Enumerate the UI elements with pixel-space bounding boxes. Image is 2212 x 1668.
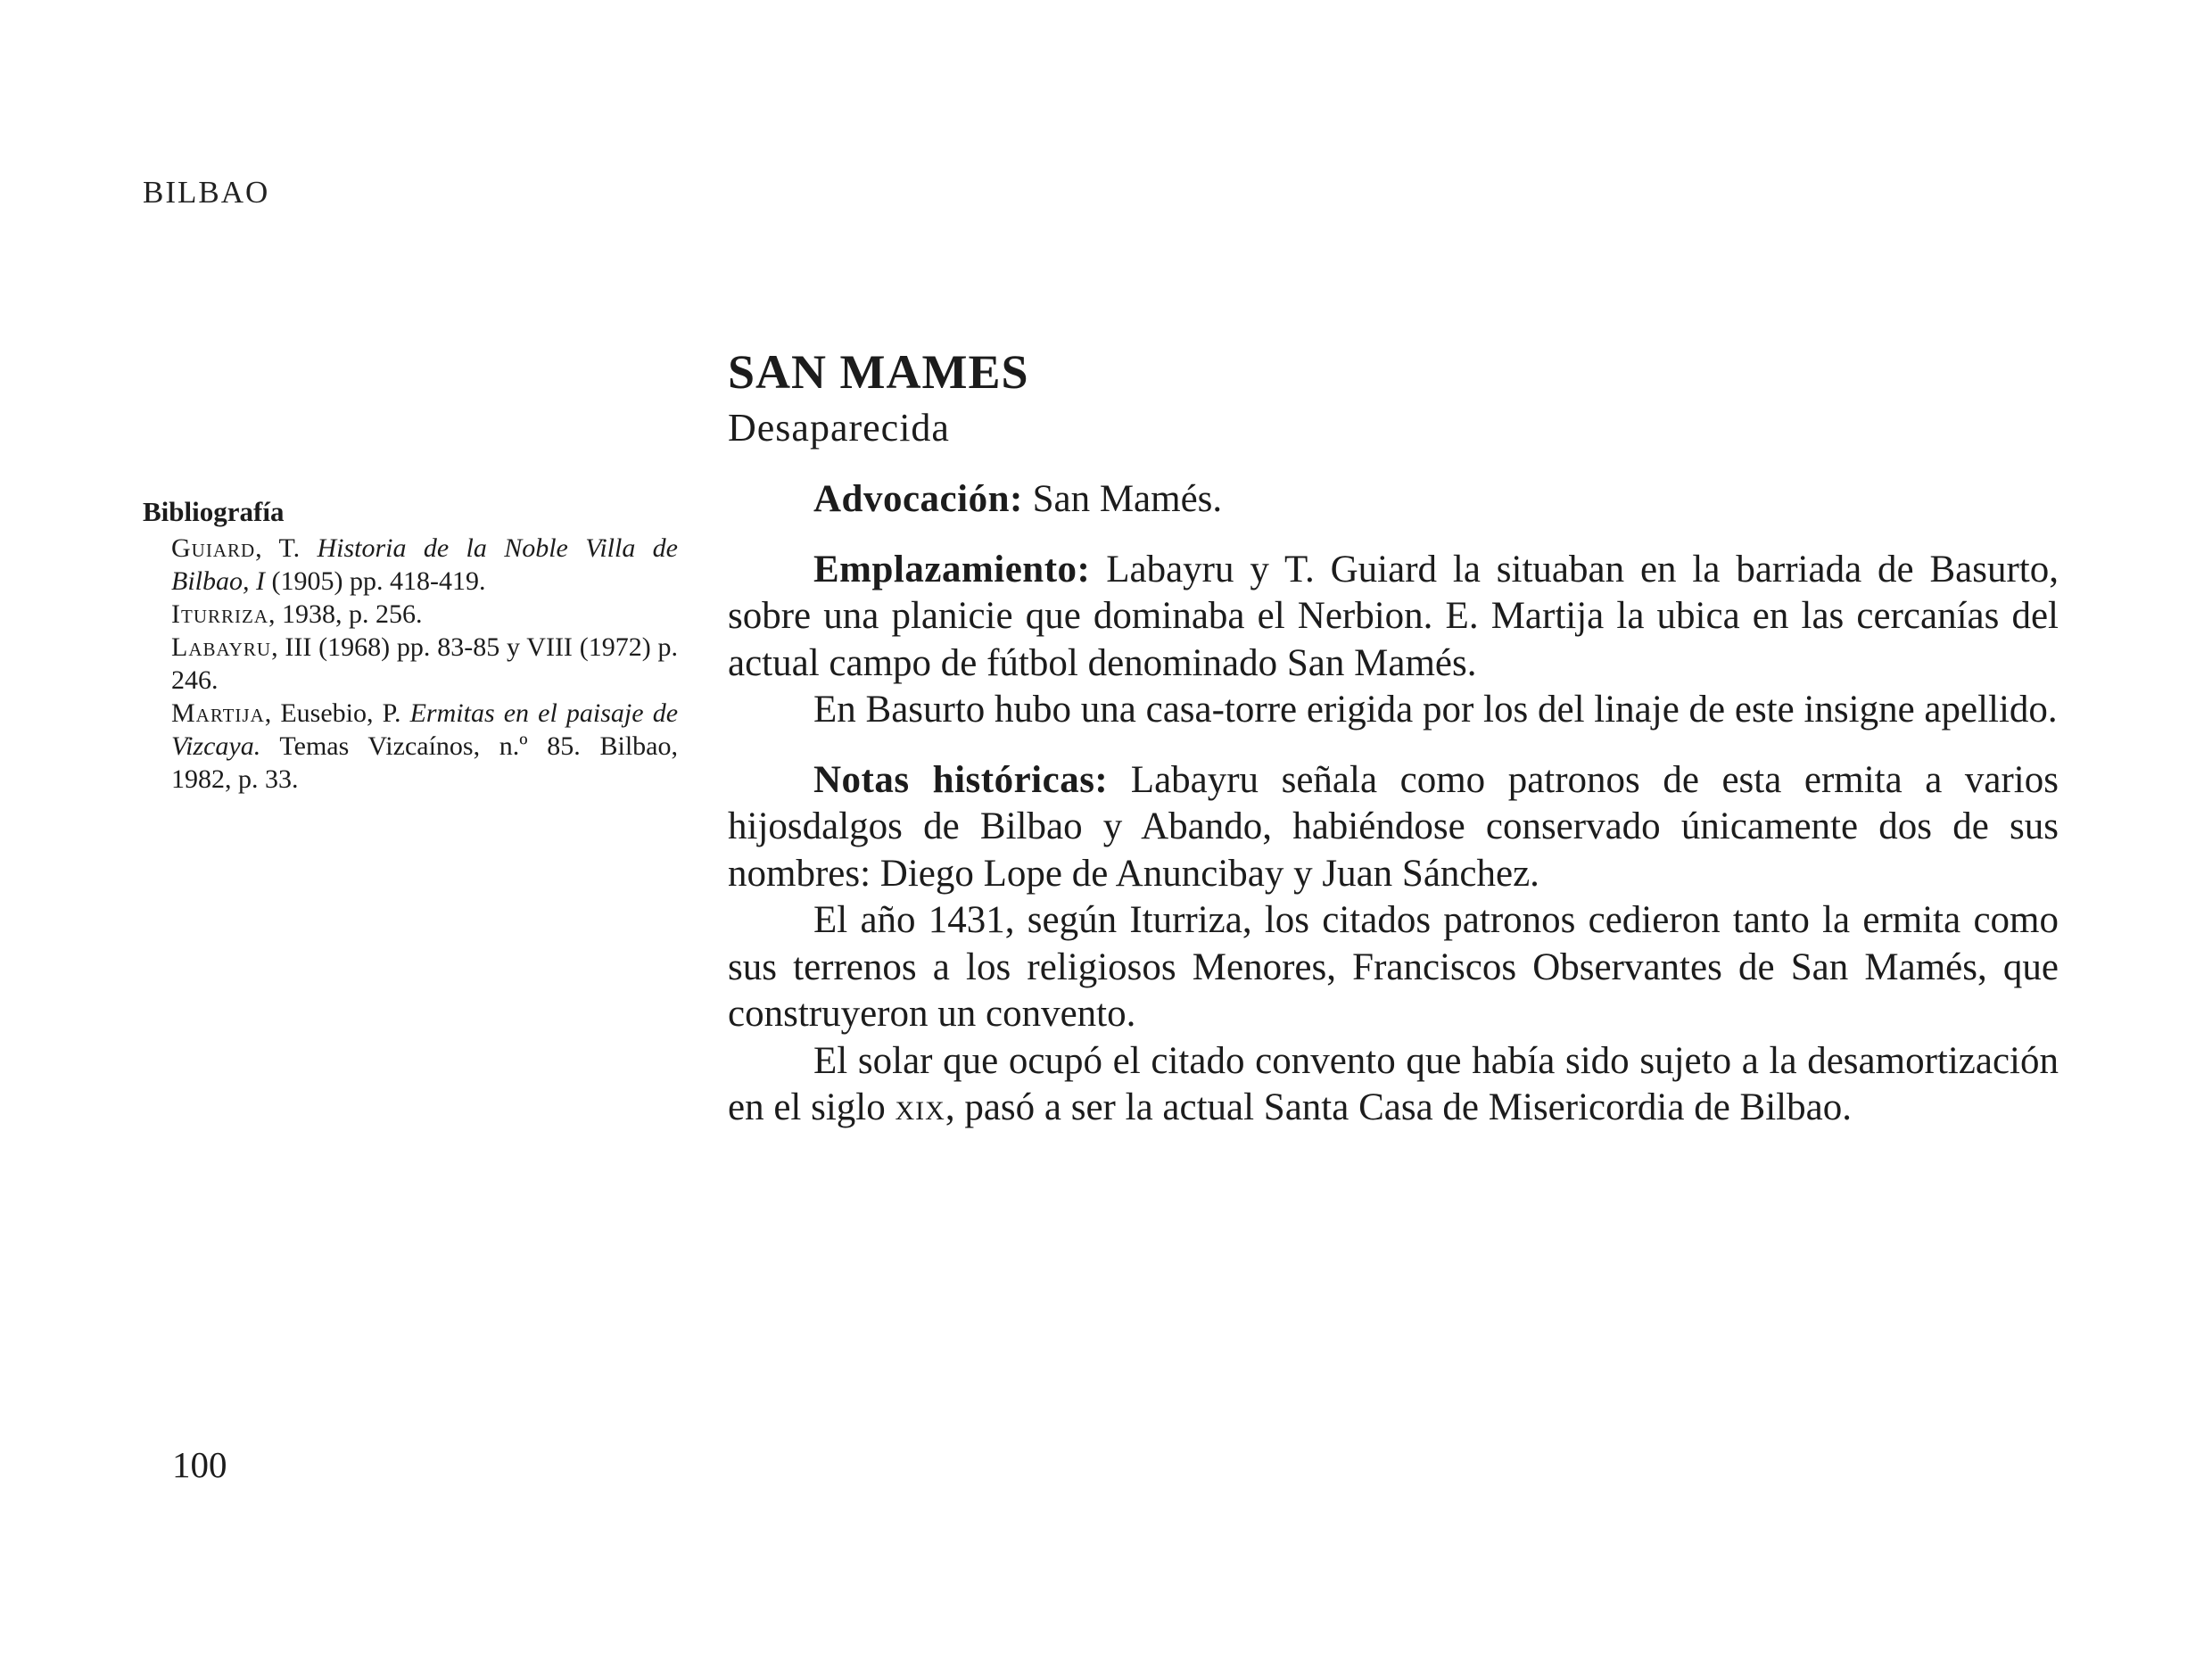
emplazamiento-paragraph-2: En Basurto hubo una casa-torre erigida por los del linaje de este insigne apellido. (813, 689, 2058, 731)
advocacion-text: San Mamés. (1022, 478, 1223, 520)
notas-text: Labayru señala como patronos de esta ermita a varios hijosdalgos de Bilbao y Abando, habiéndose conservado únicamente dos de sus nombres: Diego Lope de Anuncibay y Juan Sánchez. (728, 758, 2059, 895)
advocacion-paragraph (728, 476, 2059, 524)
notas-paragraph-2: El año 1431, según Iturriza, los citados patronos cedieron tanto la ermita como sus terrenos a los religiosos Menores, Franciscos Observantes de San Mamés, que construyeron un convento. (728, 899, 2059, 1035)
page-number: 100 (172, 1444, 227, 1485)
page-subtitle: Desaparecida (728, 406, 950, 450)
bibliography-entry (171, 631, 678, 697)
bibliography (143, 494, 678, 796)
bib-text: Temas Vizcaínos, n.º 85. Bilbao, 1982, p. 33. (171, 731, 678, 794)
notas-label: Notas históricas: (813, 758, 1109, 801)
notas-p3-after: , pasó a ser la actual Santa Casa de Misericordia de Bilbao. (945, 1086, 1852, 1128)
emplazamiento-paragraph (728, 547, 2059, 688)
bib-author: Guiard (171, 533, 256, 563)
advocacion-label: Advocación: (813, 478, 1023, 520)
bibliography-entry (171, 532, 678, 598)
bib-text: (1905) pp. 418-419. (265, 566, 486, 596)
bibliography-entry (171, 697, 678, 796)
notas-p3-before: El solar que ocupó el citado convento que había sido sujeto a la desamortización en el siglo (728, 1039, 2059, 1128)
emplazamiento-text: Labayru y T. Guiard la situaban en la barriada de Basurto, sobre una planicie que dominaba el Nerbion. E. Martija la ubica en las cercanías del actual campo de fútbol denominado San Mamés. (728, 548, 2059, 684)
bibliography-list (143, 532, 678, 796)
century-numeral: xix (895, 1086, 945, 1128)
bibliography-heading: Bibliografía (143, 496, 285, 527)
main-text (728, 476, 2059, 1132)
bib-text: , III (1968) pp. 83-85 y VIII (1972) p. 246. (171, 632, 678, 695)
bib-title: Ermitas en el paisaje de Vizcaya. (171, 698, 679, 761)
bib-author: Martija (171, 698, 265, 728)
bib-author: Labayru (171, 632, 272, 662)
bib-title: Historia de la Noble Villa de Bilbao, I (171, 533, 678, 596)
bib-text: , T. (255, 533, 318, 563)
emplazamiento-label: Emplazamiento: (813, 548, 1091, 590)
bib-text: , Eusebio, P. (264, 698, 410, 728)
bibliography-entry (171, 598, 678, 631)
notas-paragraph-3 (728, 1038, 2059, 1132)
running-head: BILBAO (143, 175, 270, 210)
bib-author: Iturriza (171, 599, 268, 629)
notas-paragraph (728, 757, 2059, 898)
bib-text: , 1938, p. 256. (268, 599, 423, 629)
page-title: SAN MAMES (728, 345, 1029, 399)
